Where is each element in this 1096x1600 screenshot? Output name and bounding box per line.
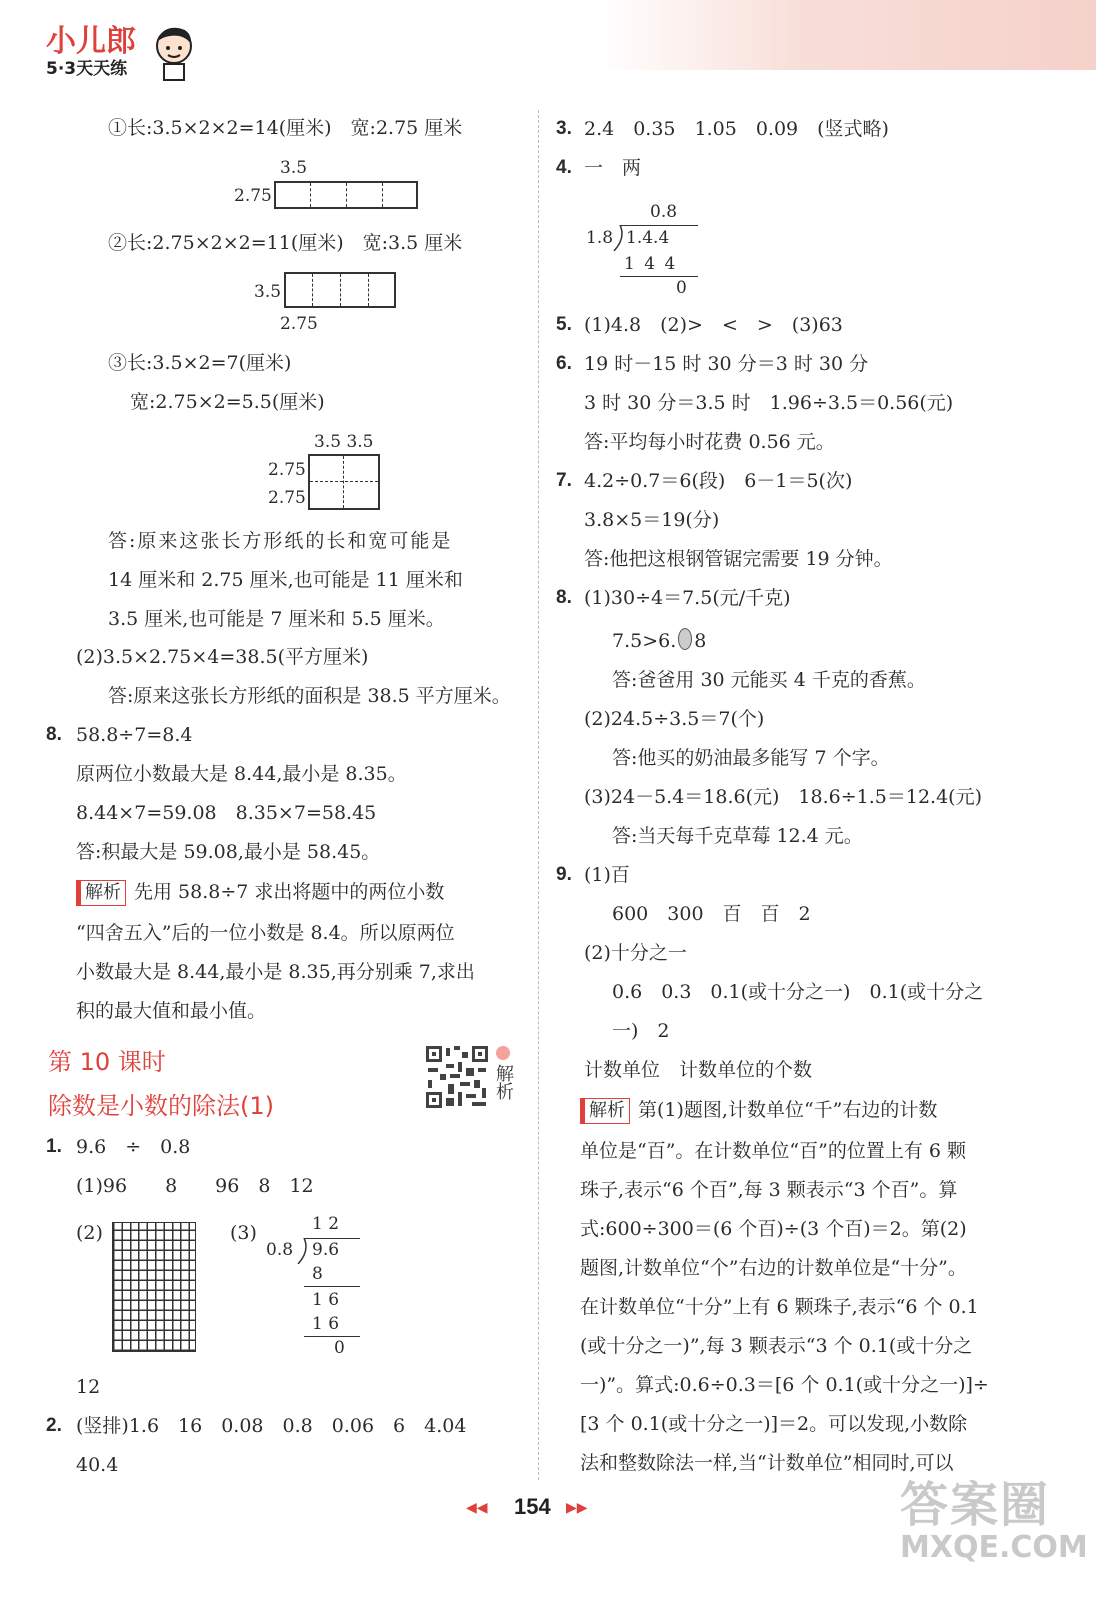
lesson-title: 除数是小数的除法(1): [48, 1092, 274, 1120]
q1-result-12: 12: [76, 1376, 101, 1398]
div2-step-1: 1 4 4: [624, 254, 678, 274]
diagram2-side-label: 3.5: [254, 282, 282, 302]
logo: [46, 26, 136, 80]
diagram3-dash-h: [310, 481, 378, 482]
analysis-tag: 解析: [580, 1098, 630, 1124]
logo-main: 小儿郎: [46, 24, 136, 59]
diagram3-top-label: 3.5 3.5: [314, 432, 374, 452]
analysis-right-line-8: 一)”。算式:0.6÷0.3＝[6 个 0.1(或十分之一)]÷: [580, 1374, 989, 1396]
analysis-left-line-2: “四舍五入”后的一位小数是 8.4。所以原两位: [76, 922, 455, 944]
analysis-left-line-3: 小数最大是 8.44,最小是 8.35,再分别乘 7,求出: [76, 961, 475, 983]
q7-line-b: 3.8×5＝19(分): [584, 509, 720, 531]
q9-line-c: (2)十分之一: [584, 942, 687, 964]
div1-remainder: 0: [334, 1338, 345, 1358]
diagram1-side-label: 2.75: [234, 186, 272, 206]
q4-number: 4.: [556, 157, 572, 178]
q8r-line-f: (3)24－5.4＝18.6(元) 18.6÷1.5＝12.4(元): [584, 786, 983, 808]
diagram1-dash: [346, 183, 347, 207]
q8-line-d: 答:积最大是 59.08,最小是 58.45。: [76, 841, 381, 863]
q7-line-a: 4.2÷0.7＝6(段) 6－1＝5(次): [584, 470, 853, 492]
q6-line-a: 19 时－15 时 30 分＝3 时 30 分: [584, 353, 869, 375]
diagram2-dash: [312, 274, 313, 306]
div1-step-1: 8: [312, 1264, 323, 1284]
q7-number: 7.: [556, 470, 572, 491]
qr-play-icon: [496, 1046, 510, 1060]
q8r-compare-end: 8: [694, 630, 707, 652]
answer-1b: 14 厘米和 2.75 厘米,也可能是 11 厘米和: [108, 569, 463, 591]
analysis-right-line-2: 单位是“百”。在计数单位“百”的位置上有 6 颗: [580, 1140, 967, 1162]
q8r-line-e: 答:他买的奶油最多能写 7 个字。: [612, 747, 890, 769]
prev-page-icon[interactable]: ◀◀: [466, 1500, 488, 1516]
column-divider: [538, 110, 539, 1480]
q9-number: 9.: [556, 864, 572, 885]
left-line-3: ③长:3.5×2=7(厘米): [108, 352, 292, 374]
q1-part2: (2): [76, 1222, 103, 1244]
analysis-right-line-9: [3 个 0.1(或十分之一)]＝2。可以发现,小数除: [580, 1413, 968, 1435]
lesson-number: 第 10 课时: [48, 1048, 166, 1076]
q1-line-a: 9.6 ÷ 0.8: [76, 1136, 191, 1158]
diagram3-rect: [308, 454, 380, 510]
diagram2-dash: [368, 274, 369, 306]
watermark-url: MXQE.COM: [900, 1530, 1088, 1565]
div2-quotient: 0.8: [650, 202, 678, 222]
page-number: 154: [514, 1494, 551, 1519]
mascot-icon: [150, 24, 198, 82]
logo-sub: 5·3天天练: [46, 59, 128, 79]
q2-number: 2.: [46, 1415, 62, 1436]
q8r-line-a: (1)30÷4＝7.5(元/千克): [584, 587, 791, 609]
q6-line-b: 3 时 30 分＝3.5 时 1.96÷3.5＝0.56(元): [584, 392, 954, 414]
div1-divisor: 0.8: [266, 1240, 294, 1260]
q8-line-b: 原两位小数最大是 8.44,最小是 8.35。: [76, 763, 407, 785]
q8-number: 8.: [46, 724, 62, 745]
q7-line-c: 答:他把这根钢管锯完需要 19 分钟。: [584, 548, 893, 570]
analysis-right: [580, 1098, 937, 1124]
next-page-icon[interactable]: ▶▶: [566, 1500, 588, 1516]
analysis-left-line-1: 先用 58.8÷7 求出将题中的两位小数: [134, 881, 445, 903]
q9-line-e: 一) 2: [612, 1020, 670, 1042]
div1-bracket-icon: [296, 1238, 308, 1268]
diagram3-side-label-2: 2.75: [268, 488, 306, 508]
q9-line-a: (1)百: [584, 864, 630, 886]
analysis-right-line-5: 题图,计数单位“个”右边的计数单位是“十分”。: [580, 1257, 967, 1279]
diagram2-bottom-label: 2.75: [280, 314, 318, 334]
analysis-right-line-3: 珠子,表示“6 个百”,每 3 颗表示“3 个百”。算: [580, 1179, 958, 1201]
div2-bar: [620, 225, 698, 226]
q8r-line-b: [612, 628, 706, 652]
qr-code-icon[interactable]: [424, 1044, 490, 1110]
part2: (2)3.5×2.75×4=38.5(平方厘米): [76, 646, 369, 668]
analysis-right-line-7: (或十分之一)”,每 3 颗表示“3 个 0.1(或十分之: [580, 1335, 973, 1357]
q5-line: (1)4.8 (2)> < > (3)63: [584, 314, 843, 336]
left-line-4: 宽:2.75×2=5.5(厘米): [130, 391, 325, 413]
diagram1-top-label: 3.5: [280, 158, 308, 178]
div1-line-2: [304, 1336, 360, 1337]
analysis-left-line-4: 积的最大值和最小值。: [76, 1000, 267, 1022]
q2-line-a: (竖排)1.6 16 0.08 0.8 0.06 6 4.04: [76, 1415, 467, 1437]
q9-line-b: 600 300 百 百 2: [612, 903, 811, 925]
part2-answer: 答:原来这张长方形纸的面积是 38.5 平方厘米。: [108, 685, 511, 707]
hundred-grid: [112, 1222, 196, 1352]
div1-step-3: 1 6: [312, 1314, 340, 1334]
div1-dividend: 9.6: [312, 1240, 340, 1260]
div1-bar: [304, 1238, 360, 1239]
div2-dividend: 1.4.4: [626, 228, 670, 248]
q8r-line-c: 答:爸爸用 30 元能买 4 千克的香蕉。: [612, 669, 926, 691]
qr-label: 解析: [493, 1064, 514, 1100]
q3-number: 3.: [556, 118, 572, 139]
q8r-number: 8.: [556, 587, 572, 608]
q9-line-f: 计数单位 计数单位的个数: [584, 1059, 813, 1081]
q8r-line-d: (2)24.5÷3.5＝7(个): [584, 708, 765, 730]
diagram3-side-label-1: 2.75: [268, 460, 306, 480]
diagram1-dash: [310, 183, 311, 207]
q2-line-b: 40.4: [76, 1454, 119, 1476]
q8-line-a: 58.8÷7=8.4: [76, 724, 193, 746]
div2-divisor: 1.8: [586, 228, 614, 248]
q3-line: 2.4 0.35 1.05 0.09 (竖式略): [584, 118, 889, 140]
analysis-right-line-1: 第(1)题图,计数单位“千”右边的计数: [638, 1099, 938, 1121]
watermark-main: 答案圈: [900, 1477, 1051, 1533]
q8r-line-g: 答:当天每千克草莓 12.4 元。: [612, 825, 863, 847]
q8r-compare: 7.5>6.: [612, 630, 677, 652]
div2-bracket-icon: [612, 225, 624, 255]
circle-blank-icon: [678, 628, 692, 650]
div1-line-1: [304, 1286, 360, 1287]
left-line-1: ①长:3.5×2×2=14(厘米) 宽:2.75 厘米: [108, 117, 463, 139]
q8-line-c: 8.44×7=59.08 8.35×7=58.45: [76, 802, 377, 824]
answer-1c: 3.5 厘米,也可能是 7 厘米和 5.5 厘米。: [108, 608, 445, 630]
q1-line-b: (1)96 8 96 8 12: [76, 1175, 314, 1197]
q4-line: 一 两: [584, 157, 642, 179]
q1-part3: (3): [230, 1222, 257, 1244]
q5-number: 5.: [556, 314, 572, 335]
div1-step-2: 1 6: [312, 1290, 340, 1310]
answer-1a: 答:原来这张长方形纸的长和宽可能是: [108, 530, 453, 552]
header-banner: [600, 0, 1096, 70]
q1-number: 1.: [46, 1136, 62, 1157]
div2-remainder: 0: [676, 278, 687, 298]
q6-line-c: 答:平均每小时花费 0.56 元。: [584, 431, 835, 453]
watermark: [900, 1478, 1088, 1564]
analysis-right-line-6: 在计数单位“十分”上有 6 颗珠子,表示“6 个 0.1: [580, 1296, 979, 1318]
q9-line-d: 0.6 0.3 0.1(或十分之一) 0.1(或十分之: [612, 981, 984, 1003]
analysis-left: [76, 880, 444, 906]
analysis-right-line-10: 法和整数除法一样,当“计数单位”相同时,可以: [580, 1452, 954, 1474]
diagram2-dash: [340, 274, 341, 306]
left-line-2: ②长:2.75×2×2=11(厘米) 宽:3.5 厘米: [108, 232, 463, 254]
div2-line-1: [620, 276, 698, 277]
diagram3-dash-v: [343, 456, 344, 508]
q6-number: 6.: [556, 353, 572, 374]
analysis-right-line-4: 式:600÷300＝(6 个百)÷(3 个百)＝2。第(2): [580, 1218, 967, 1240]
analysis-tag: 解析: [76, 880, 126, 906]
div1-quotient: 1 2: [312, 1214, 340, 1234]
diagram1-dash: [382, 183, 383, 207]
